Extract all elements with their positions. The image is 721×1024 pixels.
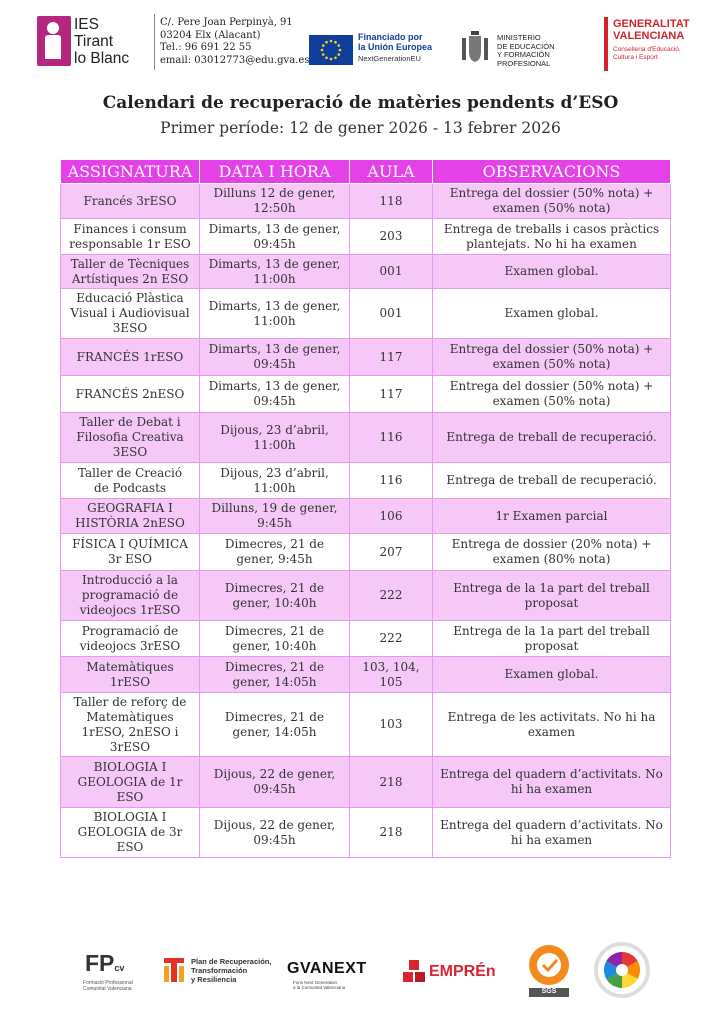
cell-date (200, 255, 350, 289)
cell-subject (61, 757, 200, 808)
table-row (61, 289, 671, 339)
generalitat-logo (604, 15, 716, 75)
cell-room (350, 693, 433, 757)
cubes-icon (403, 960, 425, 984)
cell-subject-line: Programació de (81, 623, 179, 638)
cell-date-line: Dilluns 12 de gener, (213, 186, 336, 200)
cell-room-line: 001 (379, 306, 403, 320)
cell-subject (61, 534, 200, 571)
column-header-subject: ASSIGNATURA (61, 160, 200, 184)
ministry-line: Y FORMACIÓN PROFESIONAL (497, 50, 551, 68)
cell-notes-line: hi ha examen (510, 782, 593, 796)
empren-text: EMPRÉn (429, 963, 496, 980)
table-row (61, 413, 671, 463)
cell-subject (61, 808, 200, 858)
cell-room (350, 413, 433, 463)
table-row (61, 621, 671, 657)
cell-subject (61, 184, 200, 219)
cell-date (200, 808, 350, 858)
cell-notes-line: proposat (524, 595, 579, 610)
page-subtitle: Primer període: 12 de gener 2026 - 13 febrer 2026 (160, 119, 561, 137)
cell-subject-line: Taller de Creació (77, 465, 183, 480)
cell-date-line: Dimarts, 13 de gener, (208, 256, 341, 271)
cell-subject-line: ESO (116, 789, 144, 804)
page-title: Calendari de recuperació de matèries pendents d’ESO (102, 93, 619, 113)
table-row (61, 499, 671, 534)
cell-date-line: Dilluns, 19 de gener, (211, 501, 338, 515)
table-body (61, 184, 671, 858)
cell-date (200, 289, 350, 339)
cell-date (200, 499, 350, 534)
school-logo (37, 16, 71, 66)
cell-date-line: Dimecres, 21 de (224, 709, 325, 724)
cell-subject-line: Finances i consum (73, 221, 187, 236)
cell-date-line: Dimarts, 13 de gener, (208, 298, 341, 313)
cell-room-line: 105 (379, 674, 403, 689)
cell-date-line: Dimarts, 13 de gener, (208, 221, 341, 236)
cell-subject (61, 413, 200, 463)
eu-line: Financiado por (358, 32, 423, 42)
cell-notes (433, 808, 671, 858)
cell-date-line: 09:45h (253, 832, 296, 847)
cell-date-line: Dijous, 22 de gener, (213, 767, 336, 781)
cell-subject-line: Matemàtiques (86, 709, 174, 724)
cell-room-line: 103 (379, 717, 403, 731)
cell-subject-line: FÍSICA I QUÍMICA (72, 537, 188, 551)
cell-subject-line: programació de (81, 588, 179, 602)
cell-notes-line: Examen global. (504, 667, 599, 681)
cell-subject-line: Matemàtiques (86, 659, 174, 674)
cell-date (200, 571, 350, 621)
cell-date-line: gener, 10:40h (232, 638, 317, 653)
table-row (61, 534, 671, 571)
cell-notes-line: Entrega del quadern d’activitats. No (440, 767, 663, 781)
fp-caption-line: Formació Professional (83, 980, 133, 986)
cell-subject (61, 499, 200, 534)
recovery-plan-icon (164, 958, 184, 982)
cell-subject (61, 339, 200, 376)
cell-room-line: 218 (379, 774, 403, 789)
eu-subtitle: NextGenerationEU (358, 54, 421, 63)
eu-funding-logo (309, 27, 456, 71)
cell-room-line: 001 (379, 264, 403, 278)
gvanext-name: GVANEXT (287, 960, 367, 977)
healthy-school-wheel-icon (592, 940, 652, 1000)
fp-cv-logo (83, 950, 143, 990)
cell-room (350, 463, 433, 499)
cell-subject (61, 693, 200, 757)
cell-room (350, 808, 433, 858)
cell-notes-line: examen (80% nota) (492, 552, 611, 566)
cell-date-line: Dimecres, 21 de (224, 623, 325, 638)
cell-notes (433, 657, 671, 693)
cell-date (200, 757, 350, 808)
gvanext-caption-line: a la Comunitat Valenciana (293, 985, 346, 990)
cell-date-line: 09:45h (253, 236, 296, 251)
cell-notes-line: proposat (524, 638, 579, 653)
ministry-line: DE EDUCACIÓN (497, 41, 555, 51)
logo-body-shape (45, 35, 61, 59)
cell-subject (61, 571, 200, 621)
cell-date-line: Dijous, 22 de gener, (213, 817, 336, 832)
cell-date-line: Dimecres, 21 de (224, 580, 325, 595)
header-divider (154, 14, 155, 70)
cell-room-line: 117 (379, 349, 403, 364)
cell-notes (433, 219, 671, 255)
cell-subject (61, 621, 200, 657)
cell-room (350, 571, 433, 621)
recovery-plan-line: Plan de Recuperación, (191, 957, 272, 966)
school-name (74, 16, 129, 67)
cell-notes-line: 1r Examen parcial (495, 508, 608, 523)
cell-date (200, 657, 350, 693)
address-street: C/. Pere Joan Perpinyà, 91 (160, 17, 293, 28)
table-row (61, 463, 671, 499)
cell-notes-line: Entrega de treballs i casos pràctics (443, 221, 660, 236)
cell-room (350, 339, 433, 376)
cell-subject-line: de Podcasts (93, 480, 167, 495)
empren-logo (403, 960, 498, 990)
cell-notes (433, 339, 671, 376)
cell-date (200, 339, 350, 376)
recovery-calendar-table (60, 159, 671, 858)
cell-notes (433, 184, 671, 219)
cell-date-line: 09:45h (253, 394, 296, 408)
school-name-line: Tirant (74, 33, 114, 50)
cell-date-line: 11:00h (253, 271, 296, 286)
cell-subject-line: BIOLOGIA I (93, 759, 167, 774)
cell-notes-line: Entrega de la 1a part del treball (453, 580, 650, 595)
cell-subject (61, 289, 200, 339)
fp-caption-line: Comunitat Valenciana (83, 986, 132, 992)
cell-subject-line: HISTÒRIA 2nESO (75, 516, 185, 530)
table-row (61, 571, 671, 621)
cell-room (350, 657, 433, 693)
cell-date (200, 184, 350, 219)
cell-notes-line: Examen global. (504, 306, 599, 320)
cell-room (350, 499, 433, 534)
cell-date-line: gener, 9:45h (236, 552, 313, 566)
address-phone: Tel.: 96 691 22 55 (160, 42, 252, 54)
cell-room-line: 207 (379, 544, 403, 559)
table-row (61, 693, 671, 757)
cell-notes-line: Entrega de treball de recuperació. (446, 473, 657, 487)
address-email: email: 03012773@edu.gva.es (160, 54, 310, 66)
fp-mark (85, 950, 124, 977)
healthy-school-logo (592, 940, 652, 1000)
cell-notes-line: Entrega de les activitats. No hi ha (447, 709, 656, 724)
eu-line: la Unión Europea (358, 42, 433, 52)
table-row (61, 219, 671, 255)
generalitat-sub-line: Conselleria d'Educació, (613, 46, 681, 53)
cell-date-line: 09:45h (253, 782, 296, 796)
cell-notes (433, 289, 671, 339)
ministry-line: MINISTERIO (497, 33, 541, 42)
cell-notes-line: Entrega del dossier (50% nota) + (449, 379, 654, 393)
school-name-line: lo Blanc (74, 50, 130, 67)
cell-subject-line: Introducció a la (82, 573, 178, 587)
cell-notes (433, 499, 671, 534)
cell-room-line: 218 (379, 825, 403, 839)
cell-subject-line: 1rESO, 2nESO i (81, 724, 179, 739)
generalitat-name (613, 18, 690, 42)
cell-notes (433, 534, 671, 571)
cell-notes (433, 693, 671, 757)
cell-date (200, 621, 350, 657)
column-header-notes: OBSERVACIONS (433, 160, 671, 184)
cell-subject-line: Filosofia Creativa (76, 430, 184, 444)
cell-notes-line: Entrega del quadern d’activitats. No (440, 817, 663, 832)
cell-date-line: 11:00h (253, 480, 296, 495)
table-row (61, 184, 671, 219)
cell-subject-line: BIOLOGIA I (93, 810, 167, 824)
cell-room-line: 116 (379, 430, 403, 444)
cell-date-line: 11:00h (253, 313, 296, 328)
cell-subject-line: videojocs 3rESO (79, 638, 181, 653)
generalitat-line: GENERALITAT (613, 18, 690, 30)
cell-subject (61, 463, 200, 499)
cell-notes-line: Entrega del dossier (50% nota) + (449, 186, 654, 200)
cell-subject-line: videojocs 1rESO (79, 603, 181, 617)
cell-subject-line: GEOLOGIA de 3r (77, 825, 183, 839)
cell-date-line: Dimarts, 13 de gener, (208, 379, 341, 393)
cell-subject-line: 3ESO (112, 445, 148, 459)
recovery-plan-logo (164, 956, 279, 986)
cell-subject-line: ESO (116, 840, 144, 854)
cell-room-line: 116 (379, 473, 403, 487)
eu-flag-icon (309, 35, 353, 65)
table-row (61, 255, 671, 289)
cell-notes-line: Entrega de treball de recuperació. (446, 430, 657, 444)
cell-notes-line: Entrega de dossier (20% nota) + (451, 537, 652, 551)
cell-notes-line: hi ha examen (510, 832, 593, 847)
cell-notes-line: plantejats. No hi ha examen (466, 236, 637, 251)
cell-room (350, 621, 433, 657)
cell-notes (433, 463, 671, 499)
generalitat-sub-line: Cultura i Esport (613, 53, 658, 61)
recovery-plan-line: Transformación (191, 966, 248, 975)
cell-room (350, 219, 433, 255)
cell-notes (433, 376, 671, 413)
cell-room-line: 118 (379, 193, 403, 208)
cell-subject-line: Taller de Tècniques (70, 256, 190, 271)
ministry-text (497, 34, 602, 68)
cell-room (350, 289, 433, 339)
cell-subject-line: 3r ESO (107, 552, 152, 566)
table-row (61, 808, 671, 858)
cell-date-line: 9:45h (257, 516, 292, 530)
cell-notes (433, 621, 671, 657)
cell-room-line: 222 (379, 631, 403, 645)
cell-date-line: 09:45h (253, 357, 296, 371)
school-address (160, 17, 309, 67)
cell-notes (433, 757, 671, 808)
address-city: 03204 Elx (Alacant) (160, 29, 261, 41)
sgs-certification-logo (524, 943, 574, 999)
cell-date-line: gener, 10:40h (232, 595, 317, 610)
recovery-plan-text (191, 957, 271, 984)
cell-notes-line: examen (527, 724, 576, 739)
cell-room-line: 117 (379, 386, 403, 401)
cell-room-line: 222 (379, 588, 403, 602)
generalitat-department (613, 46, 681, 61)
cell-date (200, 693, 350, 757)
cell-room (350, 376, 433, 413)
cell-subject-line: Visual i Audiovisual (70, 306, 190, 320)
cell-date (200, 534, 350, 571)
cell-subject (61, 255, 200, 289)
cell-subject-line: FRANCÉS 2nESO (75, 386, 185, 401)
cell-subject-line: Francés 3rESO (83, 193, 177, 208)
cell-subject-line: Taller de reforç de (73, 694, 187, 709)
logo-head-shape (47, 22, 59, 34)
cell-date-line: Dimecres, 21 de (224, 537, 325, 551)
fp-mark-sub: cv (114, 963, 125, 973)
cell-notes-line: Entrega de la 1a part del treball (453, 623, 650, 638)
cell-room-line: 203 (379, 229, 403, 243)
cell-subject-line: 1rESO (109, 674, 151, 689)
gvanext-logo (287, 960, 379, 990)
cell-subject (61, 376, 200, 413)
table-row (61, 339, 671, 376)
cell-date-line: 11:00h (253, 437, 296, 452)
cell-room (350, 255, 433, 289)
cell-date-line: Dijous, 23 d’abril, (220, 422, 329, 437)
cell-notes (433, 571, 671, 621)
cell-notes-line: Examen global. (504, 264, 599, 278)
cell-date (200, 413, 350, 463)
cell-date-line: Dimarts, 13 de gener, (208, 342, 341, 356)
cell-date-line: Dimecres, 21 de (224, 659, 325, 674)
cell-notes-line: Entrega del dossier (50% nota) + (449, 342, 654, 356)
cell-date-line: gener, 14:05h (232, 674, 317, 689)
fp-caption (83, 980, 133, 992)
fp-mark-text: FP (85, 950, 115, 976)
cell-subject-line: responsable 1r ESO (69, 236, 191, 251)
cell-room-line: 103, 104, (362, 659, 420, 674)
eu-funding-text (358, 32, 432, 52)
cell-date-line: Dijous, 23 d’abril, (220, 465, 329, 480)
cell-date-line: gener, 14:05h (232, 724, 317, 739)
gvanext-caption (293, 980, 345, 990)
table-row (61, 376, 671, 413)
cell-subject-line: GEOLOGIA de 1r (77, 774, 183, 789)
school-name-line: IES (74, 16, 99, 33)
coat-of-arms-icon (461, 30, 489, 66)
cell-notes-line: examen (50% nota) (492, 394, 611, 408)
cell-room (350, 534, 433, 571)
cell-subject (61, 219, 200, 255)
cell-subject-line: Taller de Debat i (79, 415, 181, 429)
cell-room (350, 184, 433, 219)
column-header-room: AULA (350, 160, 433, 184)
gvanext-caption-line: Fons Next Generation (293, 980, 338, 985)
cell-subject-line: GEOGRAFIA I (87, 501, 173, 515)
cell-subject-line: 3rESO (109, 739, 151, 754)
cell-notes (433, 413, 671, 463)
table-row (61, 657, 671, 693)
generalitat-bar (604, 17, 608, 71)
column-header-date: DATA I HORA (200, 160, 350, 184)
ministry-logo (459, 26, 602, 70)
cell-subject-line: FRANCÉS 1rESO (76, 349, 184, 364)
cell-date (200, 219, 350, 255)
cell-subject (61, 657, 200, 693)
cell-subject-line: Artístiques 2n ESO (71, 271, 189, 286)
cell-notes-line: examen (50% nota) (492, 357, 611, 371)
cell-room-line: 106 (379, 508, 403, 523)
cell-subject-line: Educació Plàstica (76, 291, 184, 305)
cell-subject-line: 3ESO (112, 321, 148, 335)
cell-room (350, 757, 433, 808)
recovery-plan-line: y Resiliencia (191, 975, 237, 984)
sgs-label: SGS (541, 988, 557, 995)
cell-date (200, 463, 350, 499)
table-row (61, 757, 671, 808)
cell-notes (433, 255, 671, 289)
table-header-row (61, 160, 671, 184)
cell-date (200, 376, 350, 413)
generalitat-line: VALENCIANA (613, 30, 685, 42)
cell-notes-line: examen (50% nota) (492, 201, 611, 215)
cell-date-line: 12:50h (253, 201, 296, 215)
